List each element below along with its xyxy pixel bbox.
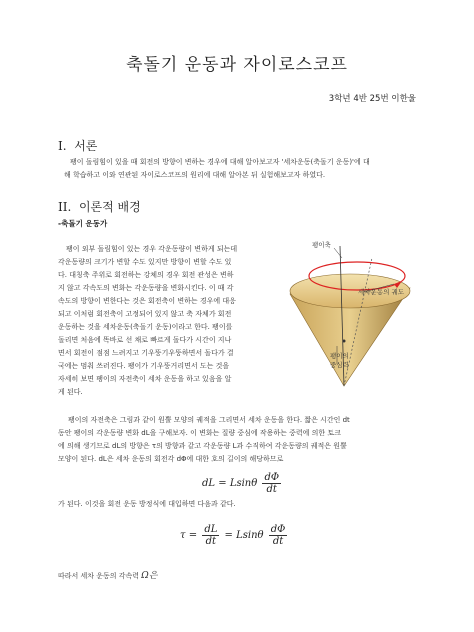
section-theory-heading bbox=[58, 198, 141, 215]
text-line: 각운동량의 크기가 변할 수도 있지만 방향이 변할 수도 있 bbox=[58, 258, 232, 266]
intro-paragraph bbox=[64, 156, 424, 182]
text-line: 팽이의 자전축은 그림과 같이 원뿔 모양의 궤적을 그리면서 세차 운동을 한다. 짧은 시간인 dt bbox=[68, 416, 350, 424]
author-line: 3학년 4반 25번 이한울 bbox=[328, 94, 416, 104]
page-title: 축돌기 운동과 자이로스코프 bbox=[126, 55, 348, 75]
text-line: 팽이 돌림힘이 있을 때 회전의 방향이 변하는 경우에 대해 알아보고자 '세차운동(축돌기 운동)'에 대 bbox=[70, 158, 370, 166]
section-number: I. bbox=[58, 139, 67, 153]
text-line: 돌리면 처음에 똑바로 선 채로 빠르게 돌다가 시간이 지나 bbox=[58, 336, 232, 344]
spinning-top-figure bbox=[282, 236, 432, 406]
label-spin-axis: 팽이축 bbox=[312, 241, 331, 249]
text-line: 모양이 된다. dL은 세차 운동의 회전각 dΦ에 대한 호의 길이의 해당하므로 bbox=[58, 455, 284, 463]
eq-term: τ bbox=[180, 530, 186, 541]
section-intro-heading bbox=[58, 137, 97, 154]
section-title: 서론 bbox=[74, 139, 98, 153]
text-line: 운동하는 것을 세차운동(축돌기 운동)이라고 한다. 팽이를 bbox=[58, 323, 233, 331]
text-line: 팽이 외부 돌림힘이 있는 경우 각운동량이 변하게 되는데 bbox=[66, 245, 238, 253]
text-line: 국에는 멈춰 쓰러진다. 팽이가 기우뚱거리면서 도는 것을 bbox=[58, 362, 230, 370]
text-line: 속도의 방향이 변한다는 것은 회전축이 변하는 경우에 대응 bbox=[58, 297, 236, 305]
omega-symbol: Ω은 bbox=[141, 571, 158, 581]
subsection-heading: -축돌기 운동가 bbox=[58, 219, 108, 228]
eq-fraction: $\frac{dL}{dt}$ bbox=[204, 524, 218, 547]
eq-term: dL bbox=[202, 478, 216, 489]
text-line: 해 학습하고 이와 연관된 자이로스코프의 원리에 대해 알아본 뒤 실험해보고자 하였다. bbox=[64, 171, 326, 179]
text-line: 자세히 보면 팽이의 자전축이 세차 운동을 하고 있음을 알 bbox=[58, 375, 232, 383]
text-line: 게 된다. bbox=[58, 388, 83, 396]
text-span: 따라서 세차 운동의 각속력 bbox=[58, 572, 140, 580]
paragraph-torque bbox=[58, 414, 422, 466]
text-line: 면서 회전이 점점 느려지고 기우뚱기우뚱하면서 돌다가 결 bbox=[58, 349, 234, 357]
label-precession-orbit: 세차운동의 궤도 bbox=[358, 288, 405, 296]
eq-term: Lsinθ bbox=[236, 530, 264, 541]
eq-fraction: $\frac{d\Phi}{dt}$ bbox=[270, 524, 286, 547]
section-number: II. bbox=[58, 200, 72, 214]
text-line: 동안 팽이의 각운동량 변화 dL을 구해보자. 이 변화는 질량 중심에 작용하는 중력에 의한 토크 bbox=[58, 429, 341, 437]
text-line: 에 의해 생기므로 dL의 방향은 τ의 방향과 같고 각운동량 L과 수직하여 각운동량의 궤적은 원뿔 bbox=[58, 442, 347, 450]
text-line: 되고 이처럼 회전축이 고정되어 있지 않고 축 자체가 회전 bbox=[58, 310, 232, 318]
text-line: 지 않고 각속도의 변화는 각운동량을 변화시킨다. 이 때 각 bbox=[58, 284, 234, 292]
paragraph-substitute: 가 된다. 이것을 회전 운동 방정식에 대입하면 다음과 같다. bbox=[58, 500, 236, 508]
eq-fraction: $\frac{d\Phi}{dt}$ bbox=[264, 472, 280, 495]
paragraph-precession bbox=[58, 243, 288, 399]
paragraph-angular-speed bbox=[58, 570, 157, 583]
text-line: 다. 대칭축 주위로 회전하는 강체의 경우 회전 관성은 변하 bbox=[58, 271, 234, 279]
equation-dl: dL = Lsinθ $\frac{d\Phi}{dt}$ bbox=[202, 472, 280, 495]
eq-term: Lsinθ bbox=[229, 478, 258, 489]
section-title: 이론적 배경 bbox=[78, 200, 141, 214]
label-line: 팽이의 bbox=[330, 352, 349, 360]
equation-torque: τ = $\frac{dL}{dt}$ = Lsinθ $\frac{d\Phi}{dt}$ bbox=[180, 524, 286, 547]
label-line: 중심력 bbox=[330, 361, 349, 369]
label-center-of-gravity bbox=[330, 352, 349, 370]
center-of-mass-dot bbox=[343, 340, 346, 343]
